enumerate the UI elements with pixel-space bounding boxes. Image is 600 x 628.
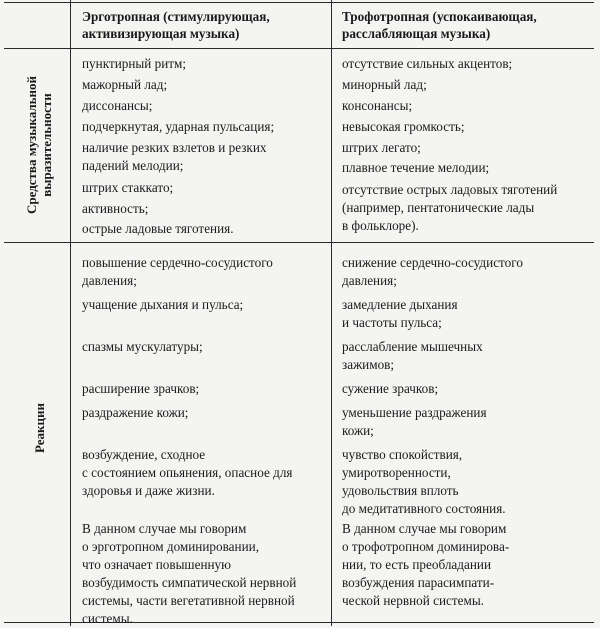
reactions-ergo-item: расширение зрачков; [82, 381, 200, 396]
reactions-ergo-item: возбуждение, сходное с состоянием опьянения, опасное для здоровья и даже жизни. [82, 447, 293, 498]
means-tropho-item: отсутствие сильных акцентов; [342, 56, 513, 71]
reactions-tropho-item: расслабление мышечных зажимов; [342, 339, 483, 372]
reactions-ergo-item: раздражение кожи; [82, 405, 189, 420]
header-trophotropic: Трофотропная (успокаивающая, расслабляющая музыка) [342, 9, 537, 41]
table-top-rule [4, 2, 594, 3]
means-ergo-item: подчеркнутая, ударная пульсация; [82, 119, 275, 134]
header-bottom-rule [4, 48, 594, 49]
reactions-ergo-item: учащение дыхания и пульса; [82, 297, 244, 312]
header-ergotropic: Эрготропная (стимулирующая, активизирующая музыка) [82, 9, 270, 41]
row-label-means: Средства музыкальной выразительности [24, 76, 54, 215]
means-ergo-item: активность; [82, 201, 149, 216]
means-tropho-item: отсутствие острых ладовых тяготений (например, пентатонические лады в фольклоре). [342, 182, 558, 233]
reactions-tropho-item: замедление дыхания и частоты пульса; [342, 297, 458, 330]
row-label-reactions: Реакции [32, 403, 47, 454]
reactions-tropho-conclusion: В данном случае мы говорим о трофотропном доминирова- нии, то есть преобладании возбуждения парасимпати- ческой нервной системы. [342, 521, 510, 608]
middle-column-rule [331, 0, 332, 626]
label-column-rule [70, 0, 71, 626]
means-ergo-item: наличие резких взлетов и резких падений мелодии; [82, 140, 267, 173]
row-divider-rule [4, 242, 594, 243]
means-ergo-item: пунктирный ритм; [82, 56, 187, 71]
means-ergo-item: диссонансы; [82, 98, 153, 113]
means-tropho-item: штрих легато; [342, 140, 421, 155]
means-tropho-item: невысокая громкость; [342, 119, 465, 134]
reactions-ergo-item: спазмы мускулатуры; [82, 339, 203, 354]
reactions-tropho-item: уменьшение раздражения кожи; [342, 405, 487, 438]
reactions-tropho-item: чувство спокойствия, умиротворенности, удовольствия вплоть до медитативного состояния. [342, 447, 506, 516]
means-ergo-item: мажорный лад; [82, 77, 168, 92]
reactions-tropho-item: сужение зрачков; [342, 381, 439, 396]
reactions-ergo-item: повышение сердечно-сосудистого давления; [82, 255, 273, 288]
reactions-ergo-conclusion: В данном случае мы говорим о эрготропном доминировании, что означает повышенную возбудимость симпатической нервной системы, части вегетативной нервной системы. [82, 521, 297, 626]
means-tropho-item: плавное течение мелодии; [342, 160, 490, 175]
means-tropho-item: минорный лад; [342, 77, 427, 92]
means-tropho-item: консонансы; [342, 98, 413, 113]
reactions-tropho-item: снижение сердечно-сосудистого давления; [342, 255, 523, 288]
means-ergo-item: острые ладовые тяготения. [82, 221, 234, 236]
means-ergo-item: штрих стаккато; [82, 180, 174, 195]
